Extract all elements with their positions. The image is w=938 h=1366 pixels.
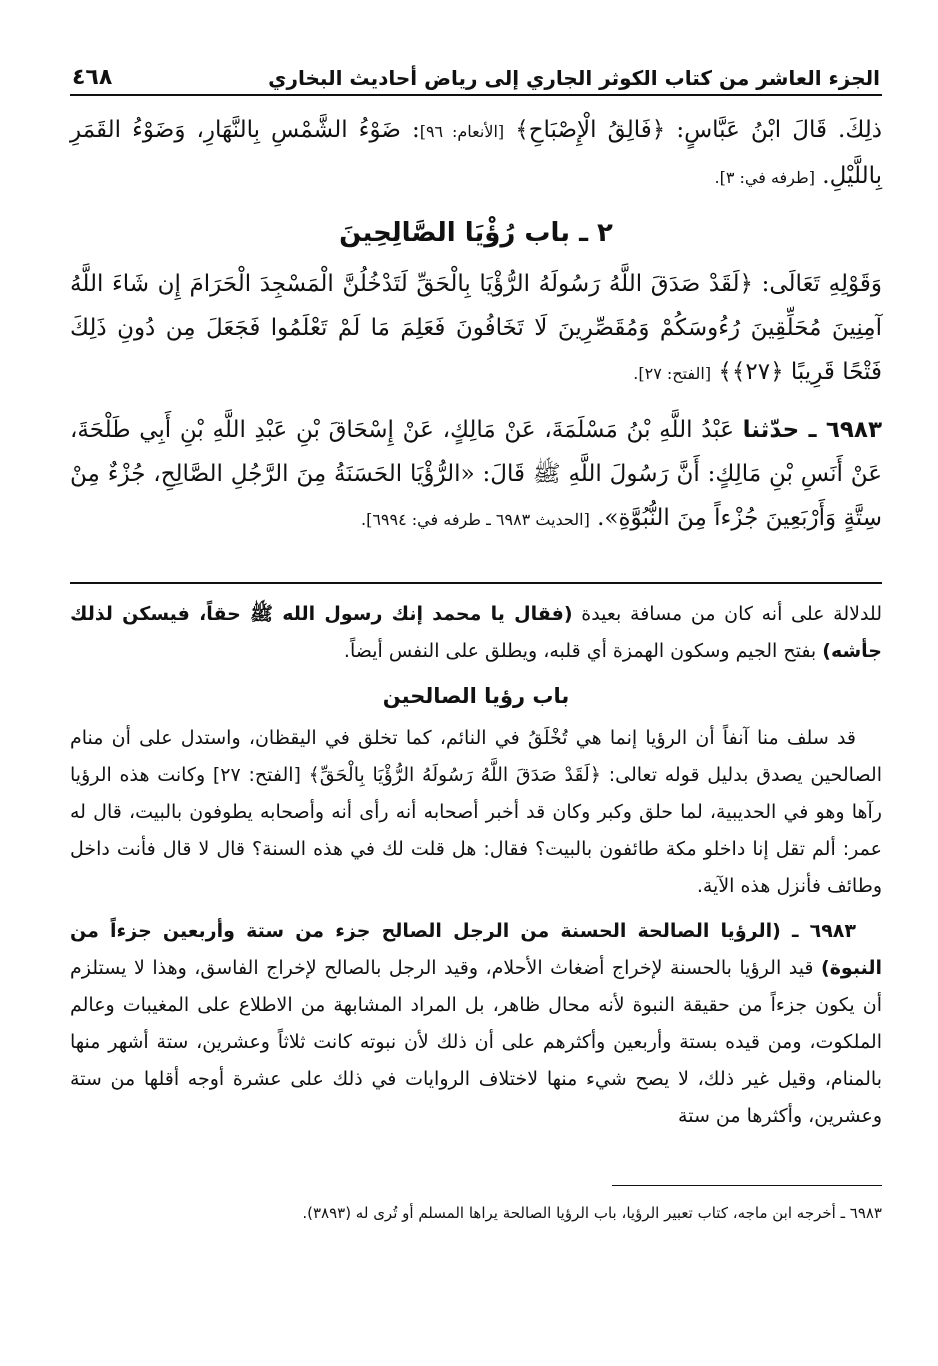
commentary — [70, 596, 882, 1135]
commentary-paragraph-1 — [70, 596, 882, 670]
ayah-paragraph — [70, 262, 882, 396]
hadith-ref: [الحديث ٦٩٨٣ ـ طرفه في: ٦٩٩٤]. — [360, 510, 590, 529]
commentary-paragraph-2: قد سلف منا آنفاً أن الرؤيا إنما هي تُخْلَقُ في النائم، كما تخلق في اليقظان، واستدل على أن منام الصالحين يصدق بدليل قوله تعالى: ﴿لَقَدْ صَدَقَ اللَّهُ رَسُولَهُ الرُّؤْيَا بِالْحَقِّ﴾ [الفتح: ٢٧] وكانت هذه الرؤيا رآها وهو في الحديبية، لما حلق وكبر وكان قد أخبر أصحابه أنه رأى أنه وأصحابه يطوفون بالبيت، قال له عمر: ألم تقل إنا داخلو مكة طائفون بالبيت؟ فقال: هل قلت لك في هذه السنة؟ قال لا قال فأنت داخل وطائف فأنزل هذه الآية. — [70, 727, 882, 897]
commentary-heading: باب رؤيا الصالحين — [382, 684, 570, 708]
footnote-rule — [612, 1185, 882, 1186]
hadith-paragraph — [70, 408, 882, 542]
intro-ref: [الأنعام: ٩٦] — [419, 122, 505, 141]
intro-text-2: : ضَوْءُ الشَّمْسِ بِالنَّهَارِ، وَضَوْءُ القَمَرِ بِاللَّيْلِ. — [70, 117, 882, 189]
commentary-p3-bold: ٦٩٨٣ ـ (الرؤيا الصالحة الحسنة من الرجل الصالح جزء من ستة وأربعين جزءاً من النبوة) — [70, 920, 882, 979]
commentary-p1-bold: (فقال يا محمد إنك رسول الله ﷺ حقاً، فيسكن لذلك جأشه) — [70, 603, 882, 662]
commentary-p3-text: قيد الرؤيا بالحسنة لإخراج أضغاث الأحلام، وقيد الرجل بالصالح لإخراج الفاسق، وهذا لا يستلزم أن يكون جزءاً من حقيقة النبوة لأنه محال ظاهر، بل المراد المشابهة من الاطلاع على المغيبات وعالم الملكوت، ومن قيده بستة وأربعين وأكثرهم على أن ذلك لأن نبوته كانت ثلاثاً وعشرين، ستة أشهر منها بالمنام، وقيل غير ذلك، لا يصح شيء منها لاختلاف الروايات في ذلك على عشرة أوجه أقلها من ستة وعشرين، وأكثرها من ستة — [70, 957, 882, 1127]
intro-text: ذلِكَ. قَالَ ابْنُ عَبَّاسٍ: ﴿فَالِقُ الْإِصْبَاحِ﴾ — [515, 117, 882, 143]
commentary-paragraph-3 — [70, 913, 882, 1135]
commentary-p1-text: للدلالة على أنه كان من مسافة بعيدة — [581, 603, 883, 625]
page-number: ٤٦٨ — [72, 65, 113, 90]
hadith-text: عَبْدُ اللَّهِ بْنُ مَسْلَمَةَ، عَنْ مَالِكٍ، عَنْ إِسْحَاقَ بْنِ عَبْدِ اللَّهِ بْنِ أَبِي طَلْحَةَ، عَنْ أَنَسِ بْنِ مَالِكٍ: أَنَّ رَسُولَ اللَّهِ ﷺ قَالَ: «الرُّؤْيَا الحَسَنَةُ مِنَ الرَّجُلِ الصَّالِحِ، جُزْءٌ مِنْ سِتَّةٍ وَأَرْبَعِينَ جُزْءاً مِنَ النُّبُوَّةِ». — [70, 417, 882, 531]
commentary-p1-text-2: بفتح الجيم وسكون الهمزة أي قلبه، ويطلق على النفس أيضاً. — [343, 640, 817, 662]
book-page — [70, 50, 882, 1240]
chapter-title: ٢ ـ باب رُؤْيَا الصَّالِحِينَ — [339, 218, 613, 248]
intro-ref-2: [طرفه في: ٣]. — [714, 168, 815, 187]
ayah-text: وَقَوْلِهِ تَعَالَى: ﴿لَقَدْ صَدَقَ اللَّهُ رَسُولَهُ الرُّؤْيَا بِالْحَقِّ لَتَدْخُلُنَّ الْمَسْجِدَ الْحَرَامَ إِن شَاءَ اللَّهُ آمِنِينَ مُحَلِّقِينَ رُءُوسَكُمْ وَمُقَصِّرِينَ لَا تَخَافُونَ فَعَلِمَ مَا لَمْ تَعْلَمُوا فَجَعَلَ مِن دُونِ ذَلِكَ فَتْحًا قَرِيبًا ﴿٢٧﴾﴾ — [70, 271, 882, 385]
intro-paragraph — [70, 108, 882, 200]
footnote: ٦٩٨٣ ـ أخرجه ابن ماجه، كتاب تعبير الرؤيا، باب الرؤيا الصالحة يراها المسلم أو تُرى له (٣٨٩٣). — [302, 1204, 882, 1222]
section-divider — [70, 582, 882, 584]
hadith-section — [70, 108, 882, 542]
ayah-ref: [الفتح: ٢٧]. — [633, 364, 712, 383]
running-header — [70, 50, 882, 96]
hadith-label: ٦٩٨٣ ـ حدّثنا — [742, 417, 882, 443]
running-title: الجزء العاشر من كتاب الكوثر الجاري إلى رياض أحاديث البخاري — [268, 66, 880, 90]
